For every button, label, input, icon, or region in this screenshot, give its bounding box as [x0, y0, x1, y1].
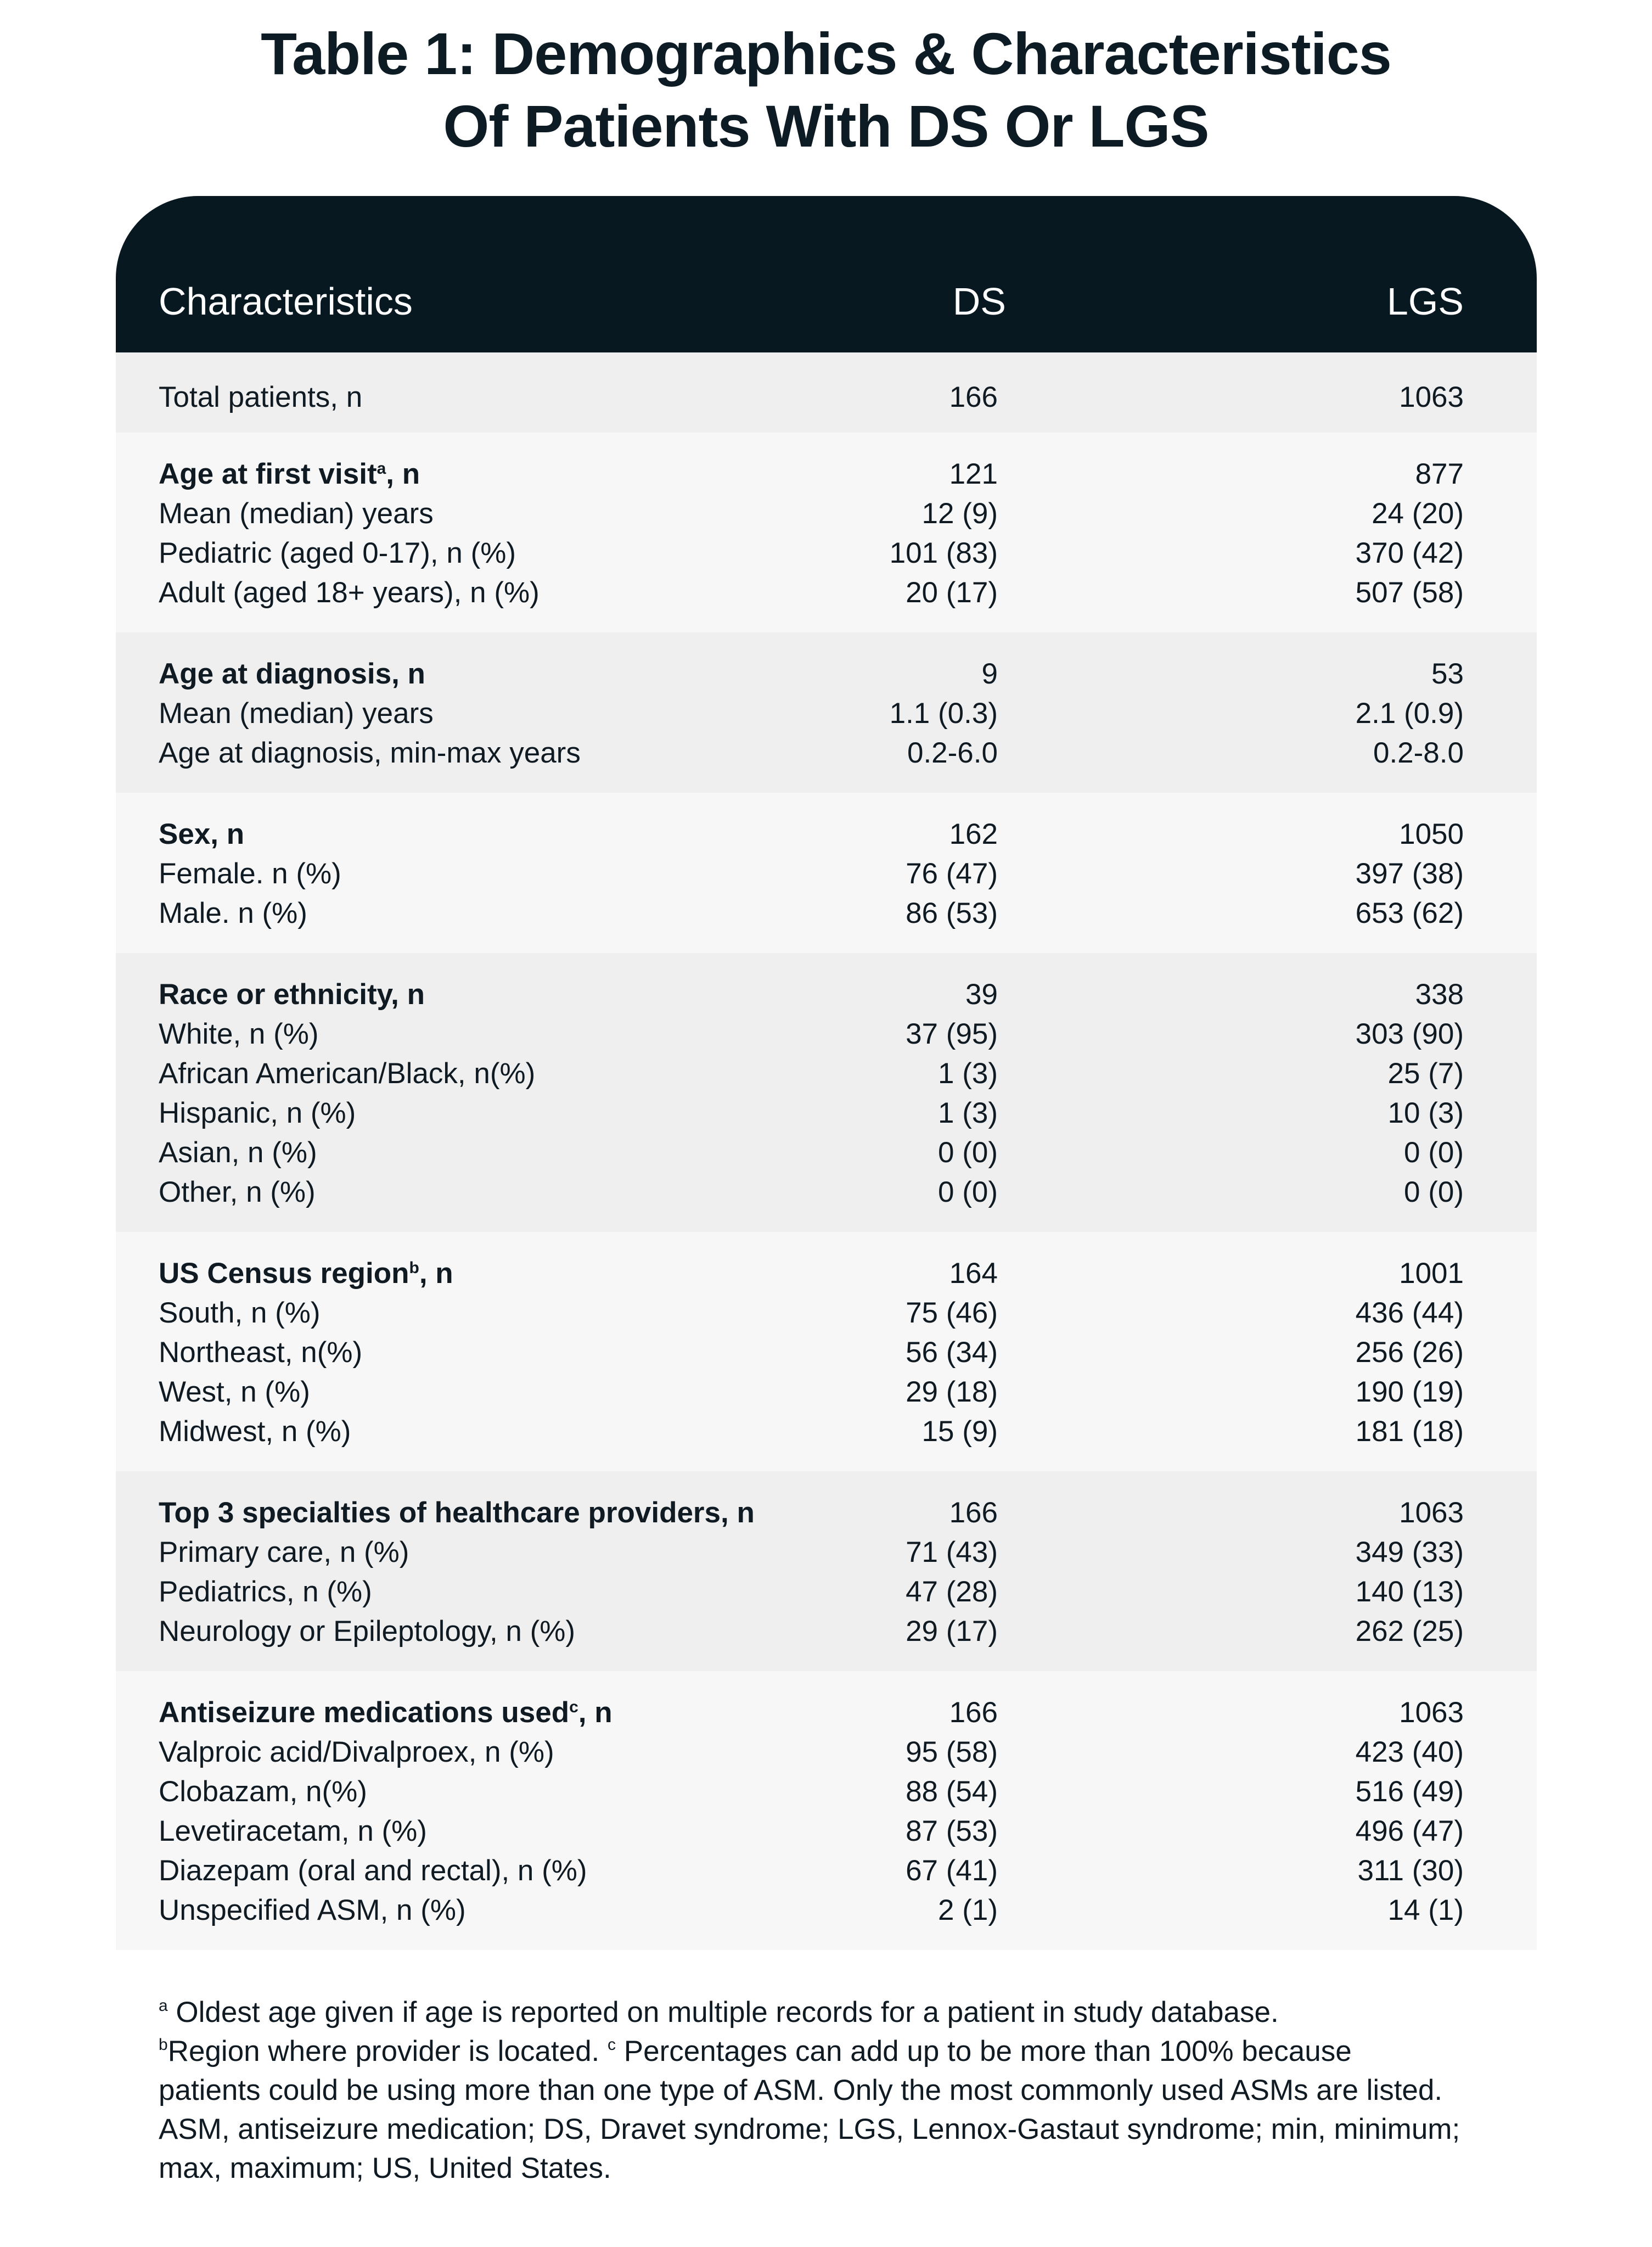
table-section — [116, 433, 1537, 632]
row-label-text: Female. n (%) — [159, 858, 341, 890]
footnote-marker: a — [377, 460, 386, 478]
table-row — [116, 1412, 1537, 1452]
cell-ds: 101 (83) — [889, 537, 998, 569]
row-label — [159, 1372, 310, 1412]
table-section — [116, 793, 1537, 953]
row-label-text: Unspecified ASM, n (%) — [159, 1894, 466, 1926]
footnotes — [159, 1993, 1542, 2188]
table-row — [116, 1293, 1537, 1333]
cell-ds: 39 — [965, 978, 998, 1011]
title-line-1: Table 1: Demographics & Characteristics — [261, 20, 1391, 87]
row-label-suffix: , n — [386, 458, 420, 490]
footnote-b-mark: b — [159, 2036, 168, 2054]
row-label — [159, 815, 244, 854]
row-label-text: Antiseizure medications used — [159, 1696, 570, 1729]
table-row — [116, 894, 1537, 933]
row-label — [159, 1173, 316, 1212]
row-label — [159, 654, 425, 694]
cell-ds: 166 — [949, 1497, 998, 1529]
table-row — [116, 1133, 1537, 1173]
cell-ds: 12 (9) — [921, 497, 998, 530]
table-section — [116, 953, 1537, 1232]
cell-lgs: 311 (30) — [1357, 1854, 1464, 1887]
row-label-text: West, n (%) — [159, 1376, 310, 1408]
row-label — [159, 1772, 367, 1812]
table-row — [116, 1772, 1537, 1812]
table-section-header-row — [116, 1254, 1537, 1293]
table-section-header-row — [116, 975, 1537, 1015]
cell-ds: 95 (58) — [906, 1736, 998, 1768]
table-row — [116, 1812, 1537, 1851]
table-header — [116, 196, 1537, 352]
row-label — [159, 1533, 409, 1572]
cell-lgs: 349 (33) — [1355, 1536, 1464, 1568]
cell-ds: 67 (41) — [906, 1854, 998, 1887]
row-label-text: White, n (%) — [159, 1018, 319, 1050]
cell-lgs: 877 — [1415, 458, 1464, 490]
footnote-a-mark: a — [159, 1997, 168, 2015]
row-label — [159, 1412, 351, 1452]
cell-ds: 56 (34) — [906, 1336, 998, 1369]
row-label — [159, 1094, 356, 1133]
table-section — [116, 1232, 1537, 1471]
table-row — [116, 1173, 1537, 1212]
row-label-text: US Census region — [159, 1257, 409, 1290]
row-label-text: Hispanic, n (%) — [159, 1097, 356, 1129]
cell-lgs: 0 (0) — [1404, 1136, 1464, 1169]
row-label-text: Male. n (%) — [159, 897, 307, 929]
row-label-text: African American/Black, n(%) — [159, 1057, 536, 1090]
table-row — [116, 1372, 1537, 1412]
cell-lgs: 140 (13) — [1355, 1576, 1464, 1608]
footnote-c-text: Percentages can add up to be more than 100% because — [616, 2035, 1352, 2067]
row-label — [159, 1612, 575, 1651]
cell-ds: 0 (0) — [938, 1136, 998, 1169]
row-label-text: Neurology or Epileptology, n (%) — [159, 1615, 576, 1648]
cell-lgs: 14 (1) — [1387, 1894, 1464, 1926]
row-label — [159, 1493, 755, 1533]
cell-lgs: 423 (40) — [1355, 1736, 1464, 1768]
footnote-marker: c — [569, 1698, 578, 1716]
cell-ds: 76 (47) — [906, 858, 998, 890]
footnote-marker: b — [409, 1259, 419, 1277]
footnote-b-c — [159, 2032, 1542, 2071]
table-section — [116, 632, 1537, 793]
row-label — [159, 694, 434, 733]
row-label — [159, 1133, 317, 1173]
row-label — [159, 1572, 372, 1612]
table-section-header-row — [116, 455, 1537, 494]
cell-lgs: 1063 — [1399, 1696, 1464, 1729]
table-row — [116, 494, 1537, 534]
cell-ds: 88 (54) — [906, 1775, 998, 1808]
table-section-header-row — [116, 1493, 1537, 1533]
row-label — [159, 1293, 321, 1333]
row-label-suffix: , n — [419, 1257, 453, 1290]
row-label — [159, 1693, 613, 1733]
row-label-text: Total patients, n — [159, 381, 363, 413]
row-label — [159, 1054, 535, 1094]
row-label — [159, 1891, 466, 1930]
cell-ds: 0 (0) — [938, 1176, 998, 1208]
footnote-abbreviations: ASM, antiseizure medication; DS, Dravet syndrome; LGS, Lennox-Gastaut syndrome; min, minimum; — [159, 2113, 1460, 2145]
header-lgs: LGS — [1386, 280, 1464, 323]
row-label-text: Valproic acid/Divalproex, n (%) — [159, 1736, 554, 1768]
cell-ds: 1 (3) — [938, 1057, 998, 1090]
cell-ds: 29 (18) — [906, 1376, 998, 1408]
cell-lgs: 397 (38) — [1355, 858, 1464, 890]
table-row — [116, 1015, 1537, 1054]
cell-lgs: 0.2-8.0 — [1373, 737, 1464, 769]
row-label-text: Mean (median) years — [159, 697, 434, 730]
footnote-a-text: Oldest age given if age is reported on multiple records for a patient in study database. — [167, 1996, 1279, 2029]
cell-ds: 2 (1) — [938, 1894, 998, 1926]
row-label-text: Levetiracetam, n (%) — [159, 1815, 427, 1847]
table-section — [116, 1471, 1537, 1671]
header-characteristics: Characteristics — [159, 280, 413, 323]
cell-ds: 164 — [949, 1257, 998, 1290]
cell-ds: 75 (46) — [906, 1297, 998, 1329]
page-title — [0, 18, 1652, 162]
table-row — [116, 1891, 1537, 1930]
cell-ds: 20 (17) — [906, 576, 998, 609]
cell-lgs: 507 (58) — [1355, 576, 1464, 609]
cell-ds: 9 — [981, 658, 998, 690]
cell-lgs: 190 (19) — [1355, 1376, 1464, 1408]
row-label — [159, 1812, 427, 1851]
table-body — [116, 352, 1537, 1950]
cell-ds: 71 (43) — [906, 1536, 998, 1568]
cell-lgs: 1063 — [1399, 381, 1464, 413]
row-label — [159, 733, 581, 773]
row-label-text: Asian, n (%) — [159, 1136, 317, 1169]
table-section — [116, 352, 1537, 433]
table-row — [116, 534, 1537, 573]
row-label — [159, 1333, 362, 1372]
row-label — [159, 1254, 453, 1293]
row-label — [159, 1733, 554, 1772]
row-label-text: Diazepam (oral and rectal), n (%) — [159, 1854, 587, 1887]
demographics-table — [116, 196, 1537, 1950]
table-row — [116, 694, 1537, 733]
cell-ds: 1.1 (0.3) — [889, 697, 998, 730]
cell-ds: 37 (95) — [906, 1018, 998, 1050]
cell-ds: 0.2-6.0 — [907, 737, 998, 769]
cell-lgs: 262 (25) — [1355, 1615, 1464, 1648]
table-row — [116, 1333, 1537, 1372]
table-section-header-row — [116, 815, 1537, 854]
row-label — [159, 1015, 319, 1054]
row-label — [159, 573, 540, 613]
row-label-text: Midwest, n (%) — [159, 1415, 351, 1448]
table-row — [116, 1094, 1537, 1133]
row-label-text: Northeast, n(%) — [159, 1336, 363, 1369]
cell-ds: 47 (28) — [906, 1576, 998, 1608]
header-ds: DS — [952, 280, 1006, 323]
cell-lgs: 256 (26) — [1355, 1336, 1464, 1369]
table-row — [116, 573, 1537, 613]
table-row — [116, 733, 1537, 773]
cell-ds: 166 — [949, 381, 998, 413]
cell-lgs: 2.1 (0.9) — [1355, 697, 1464, 730]
table-row — [116, 1612, 1537, 1651]
table-row — [116, 1733, 1537, 1772]
row-label-text: Age at first visit — [159, 458, 377, 490]
table-row — [116, 1851, 1537, 1891]
row-label-text: Pediatric (aged 0-17), n (%) — [159, 537, 516, 569]
table-row — [116, 854, 1537, 894]
cell-lgs: 53 — [1431, 658, 1464, 690]
cell-lgs: 1063 — [1399, 1497, 1464, 1529]
cell-lgs: 1001 — [1399, 1257, 1464, 1290]
cell-ds: 121 — [949, 458, 998, 490]
row-label — [159, 854, 341, 894]
row-label-text: Age at diagnosis, n — [159, 658, 425, 690]
row-label — [159, 894, 307, 933]
cell-lgs: 1050 — [1399, 818, 1464, 850]
row-label-text: Top 3 specialties of healthcare providers, n — [159, 1497, 755, 1529]
row-label — [159, 1851, 587, 1891]
row-label-text: Clobazam, n(%) — [159, 1775, 367, 1808]
table-row — [116, 1533, 1537, 1572]
cell-ds: 29 (17) — [906, 1615, 998, 1648]
cell-lgs: 516 (49) — [1355, 1775, 1464, 1808]
table-section-header-row — [116, 1693, 1537, 1733]
row-label — [159, 494, 434, 534]
footnote-line-3: patients could be using more than one type of ASM. Only the most commonly used ASMs are listed. — [159, 2074, 1443, 2106]
footnote-abbreviations-cont: max, maximum; US, United States. — [159, 2152, 611, 2184]
cell-lgs: 496 (47) — [1355, 1815, 1464, 1847]
cell-lgs: 10 (3) — [1387, 1097, 1464, 1129]
cell-ds: 166 — [949, 1696, 998, 1729]
cell-ds: 1 (3) — [938, 1097, 998, 1129]
footnote-c-mark: c — [608, 2036, 616, 2054]
cell-ds: 86 (53) — [906, 897, 998, 929]
row-label — [159, 534, 516, 573]
row-label — [159, 378, 362, 417]
row-label-text: Age at diagnosis, min-max years — [159, 737, 581, 769]
table-row — [116, 378, 1537, 417]
table-row — [116, 1054, 1537, 1094]
cell-lgs: 653 (62) — [1355, 897, 1464, 929]
cell-lgs: 303 (90) — [1355, 1018, 1464, 1050]
cell-ds: 162 — [949, 818, 998, 850]
row-label — [159, 455, 420, 494]
cell-lgs: 0 (0) — [1404, 1176, 1464, 1208]
title-line-2: Of Patients With DS Or LGS — [443, 93, 1209, 159]
row-label-text: Primary care, n (%) — [159, 1536, 409, 1568]
row-label-text: Race or ethnicity, n — [159, 978, 425, 1011]
cell-lgs: 370 (42) — [1355, 537, 1464, 569]
cell-lgs: 436 (44) — [1355, 1297, 1464, 1329]
row-label — [159, 975, 425, 1015]
footnote-b-text: Region where provider is located. — [167, 2035, 608, 2067]
row-label-text: Sex, n — [159, 818, 245, 850]
row-label-text: Other, n (%) — [159, 1176, 316, 1208]
cell-ds: 15 (9) — [921, 1415, 998, 1448]
cell-ds: 87 (53) — [906, 1815, 998, 1847]
cell-lgs: 25 (7) — [1387, 1057, 1464, 1090]
cell-lgs: 181 (18) — [1355, 1415, 1464, 1448]
table-section — [116, 1671, 1537, 1950]
table-row — [116, 1572, 1537, 1612]
row-label-text: Mean (median) years — [159, 497, 434, 530]
footnote-a — [159, 1993, 1542, 2032]
row-label-suffix: , n — [578, 1696, 613, 1729]
row-label-text: Pediatrics, n (%) — [159, 1576, 372, 1608]
row-label-text: Adult (aged 18+ years), n (%) — [159, 576, 540, 609]
table-section-header-row — [116, 654, 1537, 694]
cell-lgs: 338 — [1415, 978, 1464, 1011]
cell-lgs: 24 (20) — [1372, 497, 1464, 530]
row-label-text: South, n (%) — [159, 1297, 321, 1329]
